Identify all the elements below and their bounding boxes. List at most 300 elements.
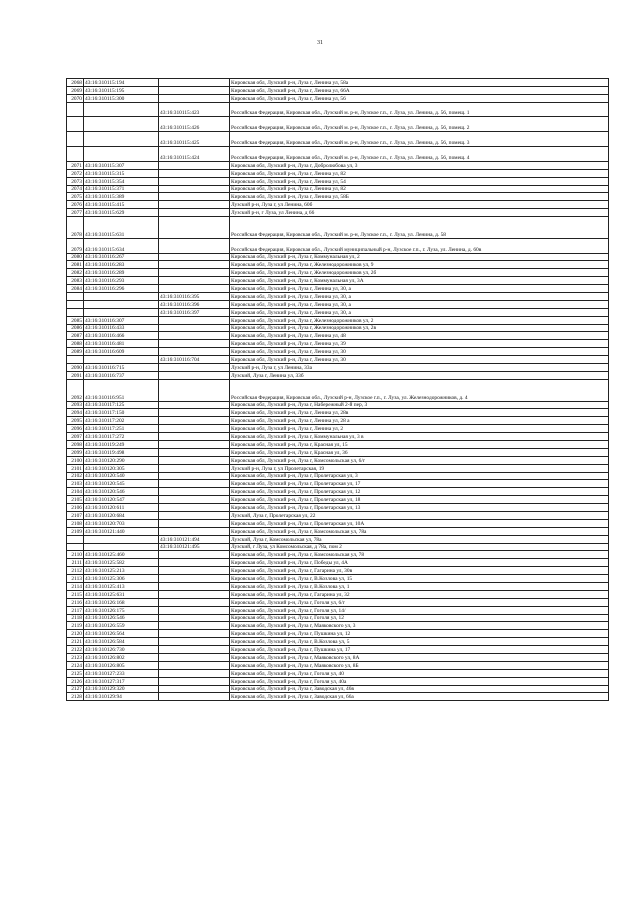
table-row (67, 598, 609, 606)
cadastral-number-cell (84, 147, 159, 162)
table-row (67, 669, 609, 677)
row-number-cell (67, 117, 84, 132)
row-number-cell: 2072 (67, 169, 84, 177)
sub-cadastral-number-cell (159, 527, 230, 535)
row-number-cell: 2096 (67, 425, 84, 433)
row-number-cell: 2079 (67, 238, 84, 253)
sub-cadastral-number-cell (159, 177, 230, 185)
address-cell: Кировская обл, Лузский р-н, Луза г, Ленина ул, 2 (230, 425, 609, 433)
sub-cadastral-number-cell (159, 496, 230, 504)
sub-cadastral-number-cell (159, 448, 230, 456)
table-row (67, 638, 609, 646)
cadastral-number-cell: 43:16:310116:307 (84, 316, 159, 324)
row-number-cell: 2108 (67, 519, 84, 527)
table-row (67, 308, 609, 316)
table-row (67, 285, 609, 293)
address-cell: Кировская обл, Лузский р-н, Луза г, Маяковского ул, 3 (230, 622, 609, 630)
table-row (67, 488, 609, 496)
address-cell: Российская Федерация, Кировская обл., Лузский м. р-н, Лузское г.п., г. Луза, ул. Ленина, д. 58 (230, 217, 609, 239)
address-cell: Российская Федерация, Кировская обл., Лузский м. р-н, Лузское г.п., г. Луза, ул. Ленина, д. 56, помещ. 3 (230, 132, 609, 147)
cadastral-number-cell: 43:16:310126:559 (84, 622, 159, 630)
cadastral-number-cell: 43:16:310115:415 (84, 201, 159, 209)
cadastral-number-cell: 43:16:310116:481 (84, 340, 159, 348)
address-cell: Кировская обл, Лузский р-н, Луза г, Пушкина ул, 12 (230, 630, 609, 638)
table-row (67, 646, 609, 654)
row-number-cell: 2124 (67, 661, 84, 669)
row-number-cell: 2095 (67, 417, 84, 425)
cadastral-number-cell: 43:16:310116:296 (84, 285, 159, 293)
cadastral-number-cell: 43:16:310120:545 (84, 480, 159, 488)
cadastral-number-cell: 43:16:310129:94 (84, 693, 159, 701)
cadastral-number-cell: 43:16:310120:540 (84, 472, 159, 480)
sub-cadastral-number-cell (159, 606, 230, 614)
sub-cadastral-number-cell (159, 677, 230, 685)
cadastral-number-cell: 43:16:310116:737 (84, 371, 159, 379)
cadastral-number-cell: 43:16:310115:634 (84, 238, 159, 253)
cadastral-number-cell: 43:16:310116:267 (84, 253, 159, 261)
address-cell: Российская Федерация, Кировская обл., Лузский р-н, Лузское г.п., г. Луза, ул. Железнодорожников, д. 4 (230, 379, 609, 401)
table-row (67, 269, 609, 277)
sub-cadastral-number-cell (159, 201, 230, 209)
sub-cadastral-number-cell (159, 364, 230, 372)
row-number-cell: 2120 (67, 630, 84, 638)
table-row (67, 677, 609, 685)
address-cell: Кировская обл, Лузский р-н, Луза г, Ленина ул, 82 (230, 169, 609, 177)
table-row (67, 693, 609, 701)
cadastral-number-cell: 43:16:310117:251 (84, 425, 159, 433)
table-row (67, 132, 609, 147)
row-number-cell (67, 356, 84, 364)
table-row (67, 654, 609, 662)
sub-cadastral-number-cell (159, 193, 230, 201)
row-number-cell: 2087 (67, 332, 84, 340)
address-cell: Кировская обл, Лузский р-н, Луза г, Ленина ул, 54 (230, 177, 609, 185)
address-cell: Кировская обл, Лузский р-н, Луза г, Ленина ул, 39 (230, 340, 609, 348)
address-cell: Кировская обл, Лузский р-н, Луза г, Гоголя ул, 6/г (230, 598, 609, 606)
cadastral-number-cell: 43:16:310116:283 (84, 261, 159, 269)
sub-cadastral-number-cell (159, 559, 230, 567)
row-number-cell: 2083 (67, 277, 84, 285)
table-row (67, 614, 609, 622)
address-cell: Лузский, Луза г, Пролетарская ул, 22 (230, 511, 609, 519)
row-number-cell: 2103 (67, 480, 84, 488)
table-row (67, 567, 609, 575)
cadastral-number-cell: 43:16:310120:546 (84, 488, 159, 496)
sub-cadastral-number-cell (159, 238, 230, 253)
table-row (67, 94, 609, 102)
address-cell: Кировская обл, Лузский р-н, Луза г, Комсомольская ул, 78 (230, 551, 609, 559)
table-row (67, 590, 609, 598)
cadastral-number-cell: 43:16:310127:233 (84, 669, 159, 677)
cadastral-number-cell: 43:16:310125:213 (84, 567, 159, 575)
table-row (67, 169, 609, 177)
cadastral-number-cell: 43:16:310116:289 (84, 269, 159, 277)
sub-cadastral-number-cell (159, 285, 230, 293)
row-number-cell: 2123 (67, 654, 84, 662)
address-cell: Кировская обл, Лузский р-н, Луза г, Ленина ул, 30, а (230, 300, 609, 308)
table-row (67, 606, 609, 614)
row-number-cell: 2070 (67, 94, 84, 102)
table-row (67, 147, 609, 162)
row-number-cell: 2097 (67, 433, 84, 441)
row-number-cell: 2068 (67, 79, 84, 87)
cadastral-number-cell (84, 132, 159, 147)
sub-cadastral-number-cell: 43:16:310116:397 (159, 308, 230, 316)
row-number-cell: 2084 (67, 285, 84, 293)
cadastral-number-cell: 43:16:310116:433 (84, 324, 159, 332)
sub-cadastral-number-cell (159, 217, 230, 239)
table-row (67, 511, 609, 519)
row-number-cell: 2112 (67, 567, 84, 575)
cadastral-number-cell: 43:16:310126:584 (84, 638, 159, 646)
address-cell: Кировская обл, Лузский р-н, Луза г, Пролетарская ул, 10А (230, 519, 609, 527)
table-row (67, 371, 609, 379)
sub-cadastral-number-cell (159, 511, 230, 519)
address-cell: Кировская обл, Лузский р-н, Луза г, Комсомольская ул, 78а (230, 527, 609, 535)
sub-cadastral-number-cell (159, 417, 230, 425)
row-number-cell: 2082 (67, 269, 84, 277)
sub-cadastral-number-cell: 43:16:310115:425 (159, 132, 230, 147)
cadastral-number-cell: 43:16:310115:194 (84, 79, 159, 87)
address-cell: Кировская обл, Лузский р-н, Луза г, Железнодорожников ул, 2б (230, 269, 609, 277)
cadastral-number-cell: 43:16:310115:307 (84, 161, 159, 169)
cadastral-number-cell (84, 300, 159, 308)
table-row (67, 575, 609, 583)
sub-cadastral-number-cell (159, 638, 230, 646)
cadastral-number-cell: 43:16:310116:293 (84, 277, 159, 285)
sub-cadastral-number-cell (159, 598, 230, 606)
cadastral-number-cell: 43:16:310120:305 (84, 464, 159, 472)
row-number-cell (67, 535, 84, 543)
address-cell: Кировская обл, Лузский р-н, Луза г, Ленина ул, 30, а (230, 285, 609, 293)
address-cell: Лузский р-н, г Луза, ул Ленина, д 66 (230, 209, 609, 217)
table-row (67, 316, 609, 324)
sub-cadastral-number-cell (159, 551, 230, 559)
table-row (67, 217, 609, 239)
sub-cadastral-number-cell (159, 348, 230, 356)
sub-cadastral-number-cell: 43:16:310115:424 (159, 147, 230, 162)
cadastral-number-cell: 43:16:310129:320 (84, 685, 159, 693)
sub-cadastral-number-cell (159, 614, 230, 622)
row-number-cell (67, 293, 84, 301)
table-row (67, 356, 609, 364)
address-cell: Кировская обл, Лузский р-н, Луза г, Красная ул, 36 (230, 448, 609, 456)
address-cell: Кировская обл, Лузский р-н, Луза г, Гоголя ул, 40а (230, 677, 609, 685)
row-number-cell: 2086 (67, 324, 84, 332)
sub-cadastral-number-cell (159, 661, 230, 669)
address-cell: Кировская обл, Лузский р-н, Луза г, В.Козлова ул, 1 (230, 583, 609, 591)
cadastral-register-table (66, 78, 609, 701)
table-row (67, 519, 609, 527)
table-row (67, 193, 609, 201)
address-cell: Кировская обл, Лузский р-н, Луза г, Ленина ул, 66А (230, 86, 609, 94)
table-row (67, 559, 609, 567)
cadastral-number-cell: 43:16:310119:249 (84, 440, 159, 448)
table-row (67, 253, 609, 261)
address-cell: Кировская обл, Лузский р-н, Луза г, Коммунальная ул, 3А (230, 277, 609, 285)
table-row (67, 201, 609, 209)
cadastral-number-cell: 43:16:310126:175 (84, 606, 159, 614)
table-row (67, 448, 609, 456)
sub-cadastral-number-cell (159, 371, 230, 379)
address-cell: Кировская обл, Лузский р-н, Луза г, Ленина ул, 58а (230, 79, 609, 87)
cadastral-number-cell: 43:16:310115:300 (84, 94, 159, 102)
table-row (67, 185, 609, 193)
cadastral-number-cell: 43:16:310126:564 (84, 630, 159, 638)
row-number-cell (67, 308, 84, 316)
address-cell: Кировская обл, Лузский р-н, Луза г, Пролетарская ул, 13 (230, 504, 609, 512)
sub-cadastral-number-cell (159, 94, 230, 102)
address-cell: Кировская обл, Лузский р-н, Луза г, Комсомольская ул, 6/г (230, 456, 609, 464)
table-row (67, 117, 609, 132)
address-cell: Лузский, г Луза, ул Комсомольская, д 78а, пом 2 (230, 543, 609, 551)
table-row (67, 340, 609, 348)
row-number-cell: 2128 (67, 693, 84, 701)
cadastral-number-cell (84, 102, 159, 117)
row-number-cell: 2115 (67, 590, 84, 598)
address-cell: Кировская обл, Лузский р-н, Луза г, Гоголя ул, 12 (230, 614, 609, 622)
address-cell: Кировская обл, Лузский р-н, Луза г, Заводская ул, 46в (230, 685, 609, 693)
cadastral-number-cell: 43:16:310126:730 (84, 646, 159, 654)
address-cell: Кировская обл, Лузский р-н, Луза г, Ленина ул, 30, а (230, 308, 609, 316)
address-cell: Кировская обл, Лузский р-н, Луза г, Набережный 2-й пер, 3 (230, 401, 609, 409)
table-row (67, 543, 609, 551)
address-cell: Кировская обл, Лузский р-н, Луза г, Железнодорожников ул, 2в (230, 324, 609, 332)
table-row (67, 177, 609, 185)
cadastral-number-cell: 43:16:310119:498 (84, 448, 159, 456)
address-cell: Лузский, Луза г, Ленина ул, 33б (230, 371, 609, 379)
table-row (67, 661, 609, 669)
table-row (67, 161, 609, 169)
table-row (67, 551, 609, 559)
sub-cadastral-number-cell (159, 253, 230, 261)
address-cell: Кировская обл, Лузский р-н, Луза г, Маяковского ул, 8А (230, 654, 609, 662)
cadastral-number-cell: 43:16:310115:629 (84, 209, 159, 217)
row-number-cell: 2077 (67, 209, 84, 217)
address-cell: Кировская обл, Лузский р-н, Луза г, Заводская ул, 66а (230, 693, 609, 701)
register-table-body (67, 79, 609, 701)
address-cell: Кировская обл, Лузский р-н, Луза г, Маяковского ул, 8Б (230, 661, 609, 669)
cadastral-number-cell: 43:16:310117:125 (84, 401, 159, 409)
address-cell: Кировская обл, Лузский р-н, Луза г, Коммунальная ул, 2 (230, 253, 609, 261)
table-row (67, 527, 609, 535)
sub-cadastral-number-cell (159, 379, 230, 401)
cadastral-number-cell: 43:16:310120:611 (84, 504, 159, 512)
table-row (67, 209, 609, 217)
cadastral-number-cell: 43:16:310116:609 (84, 348, 159, 356)
row-number-cell: 2106 (67, 504, 84, 512)
sub-cadastral-number-cell (159, 567, 230, 575)
table-row (67, 409, 609, 417)
cadastral-number-cell (84, 535, 159, 543)
table-row (67, 622, 609, 630)
row-number-cell: 2126 (67, 677, 84, 685)
table-row (67, 379, 609, 401)
address-cell: Кировская обл, Лузский р-н, Луза г, Гоголя ул, 40 (230, 669, 609, 677)
row-number-cell: 2092 (67, 379, 84, 401)
address-cell: Кировская обл, Лузский р-н, Луза г, Ленина ул, 58Б (230, 193, 609, 201)
address-cell: Лузский р-н, Луза г, ул Пролетарская, 19 (230, 464, 609, 472)
row-number-cell: 2113 (67, 575, 84, 583)
sub-cadastral-number-cell (159, 669, 230, 677)
cadastral-number-cell: 43:16:310126:546 (84, 614, 159, 622)
cadastral-number-cell: 43:16:310116:466 (84, 332, 159, 340)
sub-cadastral-number-cell (159, 169, 230, 177)
cadastral-number-cell: 43:16:310125:460 (84, 551, 159, 559)
sub-cadastral-number-cell: 43:16:310115:423 (159, 102, 230, 117)
table-row (67, 440, 609, 448)
sub-cadastral-number-cell (159, 504, 230, 512)
cadastral-number-cell: 43:16:310117:202 (84, 417, 159, 425)
cadastral-number-cell: 43:16:310117:150 (84, 409, 159, 417)
row-number-cell: 2125 (67, 669, 84, 677)
cadastral-number-cell: 43:16:310115:371 (84, 185, 159, 193)
address-cell: Кировская обл, Лузский р-н, Луза г, Пролетарская ул, 3 (230, 472, 609, 480)
sub-cadastral-number-cell (159, 185, 230, 193)
sub-cadastral-number-cell: 43:16:310121:494 (159, 535, 230, 543)
sub-cadastral-number-cell (159, 340, 230, 348)
sub-cadastral-number-cell (159, 464, 230, 472)
sub-cadastral-number-cell (159, 209, 230, 217)
row-number-cell: 2093 (67, 401, 84, 409)
table-row (67, 496, 609, 504)
row-number-cell: 2118 (67, 614, 84, 622)
row-number-cell: 2088 (67, 340, 84, 348)
row-number-cell: 2110 (67, 551, 84, 559)
row-number-cell: 2119 (67, 622, 84, 630)
address-cell: Кировская обл, Лузский р-н, Луза г, Железнодорожников ул, 2 (230, 316, 609, 324)
table-row (67, 238, 609, 253)
row-number-cell: 2094 (67, 409, 84, 417)
sub-cadastral-number-cell (159, 622, 230, 630)
table-row (67, 425, 609, 433)
row-number-cell (67, 102, 84, 117)
cadastral-number-cell: 43:16:310116:715 (84, 364, 159, 372)
table-row (67, 630, 609, 638)
table-row (67, 504, 609, 512)
sub-cadastral-number-cell (159, 575, 230, 583)
table-row (67, 277, 609, 285)
address-cell: Кировская обл, Лузский р-н, Луза г, Ленина ул, 56 (230, 94, 609, 102)
table-row (67, 348, 609, 356)
table-row (67, 332, 609, 340)
sub-cadastral-number-cell (159, 277, 230, 285)
cadastral-number-cell: 43:16:310125:631 (84, 590, 159, 598)
address-cell: Кировская обл, Лузский р-н, Луза г, Красная ул, 15 (230, 440, 609, 448)
sub-cadastral-number-cell: 43:16:310116:395 (159, 293, 230, 301)
cadastral-number-cell: 43:16:310116:951 (84, 379, 159, 401)
sub-cadastral-number-cell (159, 269, 230, 277)
cadastral-number-cell: 43:16:310125:413 (84, 583, 159, 591)
address-cell: Кировская обл, Лузский р-н, Луза г, Ленина ул, 28 а (230, 417, 609, 425)
sub-cadastral-number-cell (159, 324, 230, 332)
sub-cadastral-number-cell (159, 583, 230, 591)
cadastral-number-cell (84, 293, 159, 301)
table-row (67, 456, 609, 464)
address-cell: Кировская обл, Лузский р-н, Луза г, Ленина ул, 30 (230, 348, 609, 356)
cadastral-number-cell (84, 308, 159, 316)
sub-cadastral-number-cell: 43:16:310116:396 (159, 300, 230, 308)
address-cell: Лузский р-н, Луза г, ул Ленина, 60б (230, 201, 609, 209)
row-number-cell: 2102 (67, 472, 84, 480)
table-row (67, 583, 609, 591)
sub-cadastral-number-cell (159, 79, 230, 87)
address-cell: Кировская обл, Лузский р-н, Луза г, В.Козлова ул, 5 (230, 638, 609, 646)
address-cell: Российская Федерация, Кировская обл., Лузский м. р-н, Лузское г.п., г. Луза, ул. Ленина, д. 56, помещ. 4 (230, 147, 609, 162)
sub-cadastral-number-cell (159, 693, 230, 701)
sub-cadastral-number-cell (159, 316, 230, 324)
sub-cadastral-number-cell (159, 456, 230, 464)
table-row (67, 535, 609, 543)
row-number-cell: 2111 (67, 559, 84, 567)
row-number-cell: 2080 (67, 253, 84, 261)
cadastral-number-cell: 43:16:310126:168 (84, 598, 159, 606)
address-cell: Лузский, Луза г, Комсомольская ул, 78а (230, 535, 609, 543)
address-cell: Кировская обл, Лузский р-н, Луза г, Добролюбова ул, 3 (230, 161, 609, 169)
sub-cadastral-number-cell (159, 261, 230, 269)
row-number-cell: 2074 (67, 185, 84, 193)
page-number: 31 (317, 40, 323, 46)
sub-cadastral-number-cell (159, 519, 230, 527)
cadastral-number-cell: 43:16:310115:389 (84, 193, 159, 201)
cadastral-number-cell: 43:16:310115:195 (84, 86, 159, 94)
address-cell: Кировская обл, Лузский р-н, Луза г, Пушкина ул, 17 (230, 646, 609, 654)
table-row (67, 102, 609, 117)
cadastral-number-cell: 43:16:310115:631 (84, 217, 159, 239)
sub-cadastral-number-cell (159, 161, 230, 169)
address-cell: Кировская обл, Лузский р-н, Луза г, Гагарина ул, 32 (230, 590, 609, 598)
table-row (67, 401, 609, 409)
sub-cadastral-number-cell (159, 654, 230, 662)
row-number-cell: 2090 (67, 364, 84, 372)
sub-cadastral-number-cell (159, 401, 230, 409)
row-number-cell: 2105 (67, 496, 84, 504)
row-number-cell: 2127 (67, 685, 84, 693)
address-cell: Кировская обл, Лузский р-н, Луза г, Ленина ул, 30, а (230, 293, 609, 301)
cadastral-number-cell: 43:16:310125:306 (84, 575, 159, 583)
row-number-cell: 2099 (67, 448, 84, 456)
row-number-cell: 2101 (67, 464, 84, 472)
row-number-cell (67, 543, 84, 551)
row-number-cell (67, 300, 84, 308)
cadastral-number-cell: 43:16:310120:703 (84, 519, 159, 527)
table-row (67, 364, 609, 372)
row-number-cell: 2078 (67, 217, 84, 239)
row-number-cell: 2075 (67, 193, 84, 201)
sub-cadastral-number-cell (159, 488, 230, 496)
row-number-cell: 2073 (67, 177, 84, 185)
address-cell: Российская Федерация, Кировская обл., Лузский м. р-н, Лузское г.п., г. Луза, ул. Ленина, д. 56, помещ. 1 (230, 102, 609, 117)
address-cell: Кировская обл, Лузский р-н, Луза г, Победы ул, 4А (230, 559, 609, 567)
address-cell: Кировская обл, Лузский р-н, Луза г, Гоголя ул, 14/ (230, 606, 609, 614)
table-row (67, 472, 609, 480)
cadastral-number-cell: 43:16:310125:582 (84, 559, 159, 567)
cadastral-number-cell: 43:16:310120:684 (84, 511, 159, 519)
table-row (67, 86, 609, 94)
sub-cadastral-number-cell (159, 425, 230, 433)
row-number-cell: 2109 (67, 527, 84, 535)
row-number-cell: 2114 (67, 583, 84, 591)
address-cell: Кировская обл, Лузский р-н, Луза г, Ленина ул, 82 (230, 185, 609, 193)
cadastral-number-cell: 43:16:310126:802 (84, 654, 159, 662)
table-row (67, 324, 609, 332)
sub-cadastral-number-cell (159, 630, 230, 638)
sub-cadastral-number-cell: 43:16:310121:495 (159, 543, 230, 551)
sub-cadastral-number-cell (159, 646, 230, 654)
table-row (67, 480, 609, 488)
table-row (67, 417, 609, 425)
address-cell: Российская Федерация, Кировская обл., Лузский муниципальный р-н, Лузское г.п., г. Луза, ул. Ленина, д. 60в (230, 238, 609, 253)
